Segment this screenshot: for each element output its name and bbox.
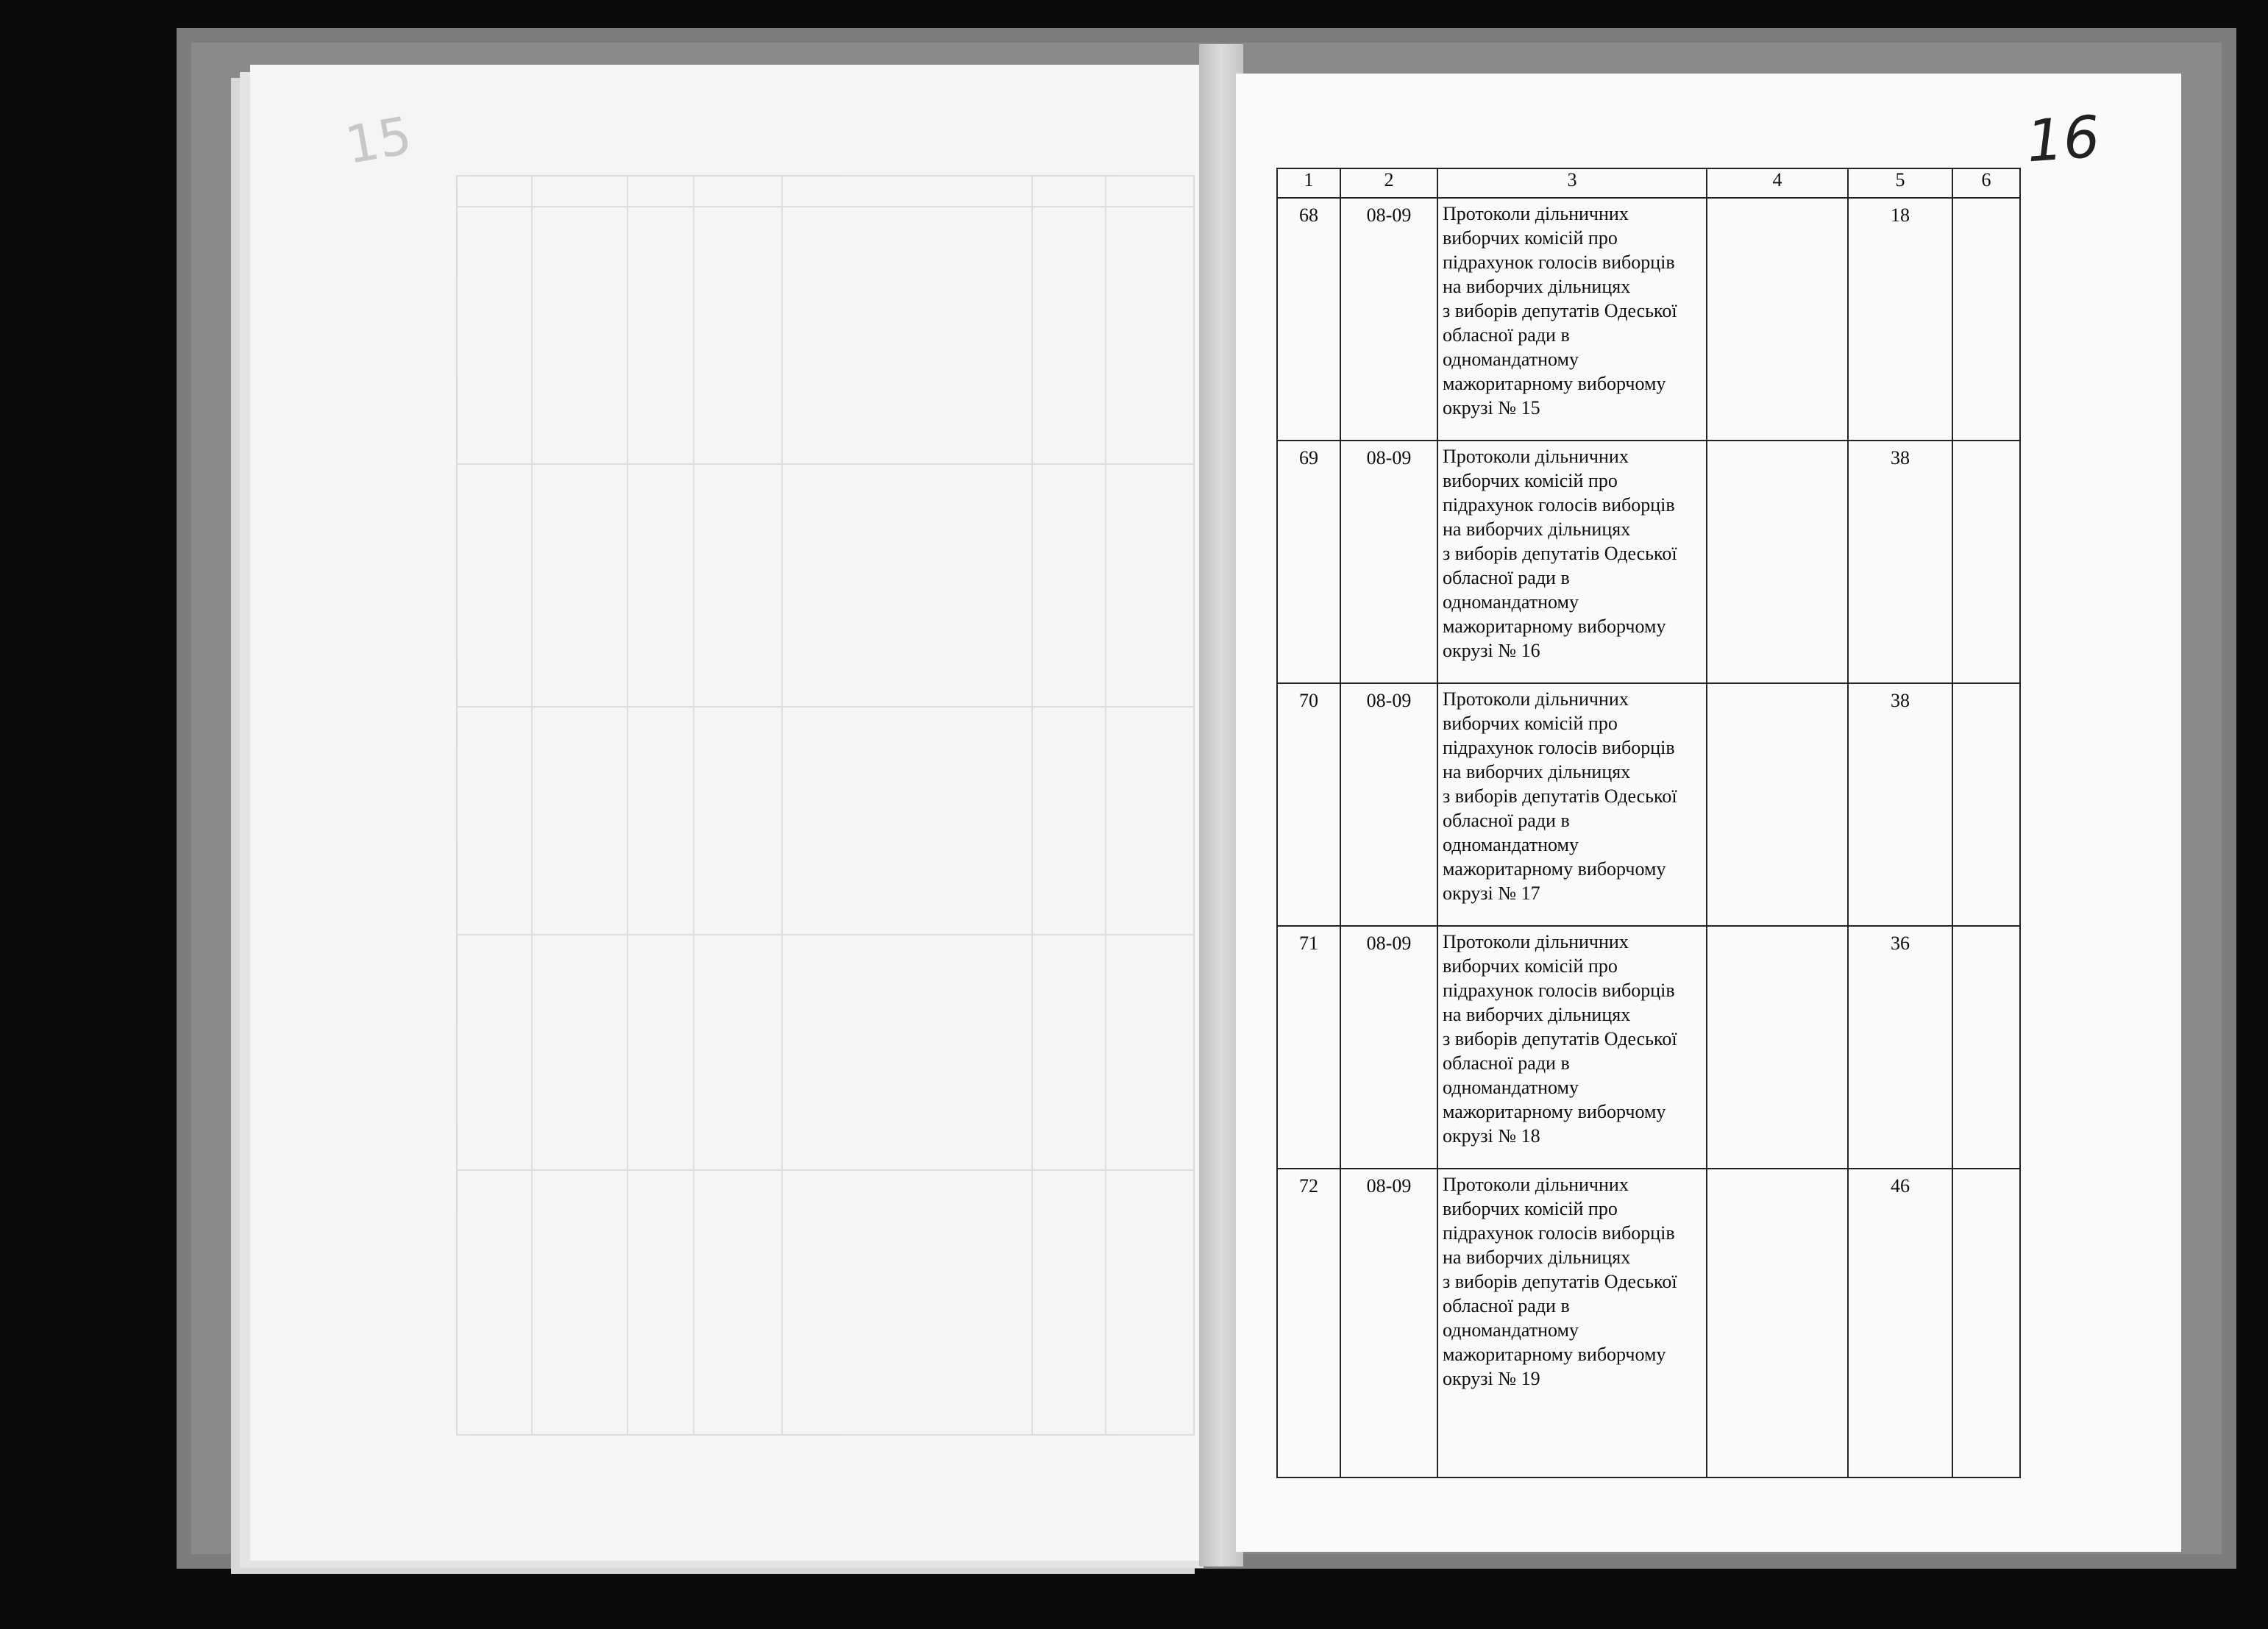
item-count: 38 [1848,441,1952,683]
item-col6 [1952,683,2020,926]
item-number: 69 [1277,441,1340,683]
item-count: 18 [1848,198,1952,441]
item-col6 [1952,926,2020,1169]
header-col-4: 4 [1707,168,1848,198]
item-description: Протоколи дільничних виборчих комісій про підрахунок голосів виборців на виборчих дільницях з виборів депутатів Одеської обласної ради в одномандатному мажоритарному виборчому окрузі № 19 [1437,1169,1707,1477]
table-row [1277,198,2020,441]
header-col-6: 6 [1952,168,2020,198]
item-number: 68 [1277,198,1340,441]
item-col4 [1707,926,1848,1169]
table-row [1277,1169,2020,1477]
header-row [1277,168,2020,198]
pencil-mark: 15 [341,104,416,177]
item-code: 08-09 [1340,441,1437,683]
item-col4 [1707,1169,1848,1477]
item-description: Протоколи дільничних виборчих комісій про підрахунок голосів виборців на виборчих дільницях з виборів депутатів Одеської обласної ради в одномандатному мажоритарному виборчому окрузі № 18 [1437,926,1707,1169]
item-col4 [1707,441,1848,683]
page-number: 16 [2024,104,2102,176]
header-col-1: 1 [1277,168,1340,198]
item-code: 08-09 [1340,198,1437,441]
item-col6 [1952,198,2020,441]
header-col-2: 2 [1340,168,1437,198]
item-count: 38 [1848,683,1952,926]
item-number: 70 [1277,683,1340,926]
table-row [1277,683,2020,926]
item-description: Протоколи дільничних виборчих комісій про підрахунок голосів виборців на виборчих дільницях з виборів депутатів Одеської обласної ради в одномандатному мажоритарному виборчому окрузі № 15 [1437,198,1707,441]
header-col-3: 3 [1437,168,1707,198]
item-description: Протоколи дільничних виборчих комісій про підрахунок голосів виборців на виборчих дільницях з виборів депутатів Одеської обласної ради в одномандатному мажоритарному виборчому окрузі № 16 [1437,441,1707,683]
item-count: 46 [1848,1169,1952,1477]
header-col-5: 5 [1848,168,1952,198]
table-row [1277,441,2020,683]
item-number: 71 [1277,926,1340,1169]
item-col6 [1952,441,2020,683]
item-code: 08-09 [1340,926,1437,1169]
item-description: Протоколи дільничних виборчих комісій про підрахунок голосів виборців на виборчих дільницях з виборів депутатів Одеської обласної ради в одномандатному мажоритарному виборчому окрузі № 17 [1437,683,1707,926]
show-through-table [456,175,1195,1436]
item-col4 [1707,198,1848,441]
item-number: 72 [1277,1169,1340,1477]
item-count: 36 [1848,926,1952,1169]
table-row [1277,926,2020,1169]
item-col6 [1952,1169,2020,1477]
item-code: 08-09 [1340,1169,1437,1477]
ledger-table [1276,168,2021,1478]
item-col4 [1707,683,1848,926]
item-code: 08-09 [1340,683,1437,926]
